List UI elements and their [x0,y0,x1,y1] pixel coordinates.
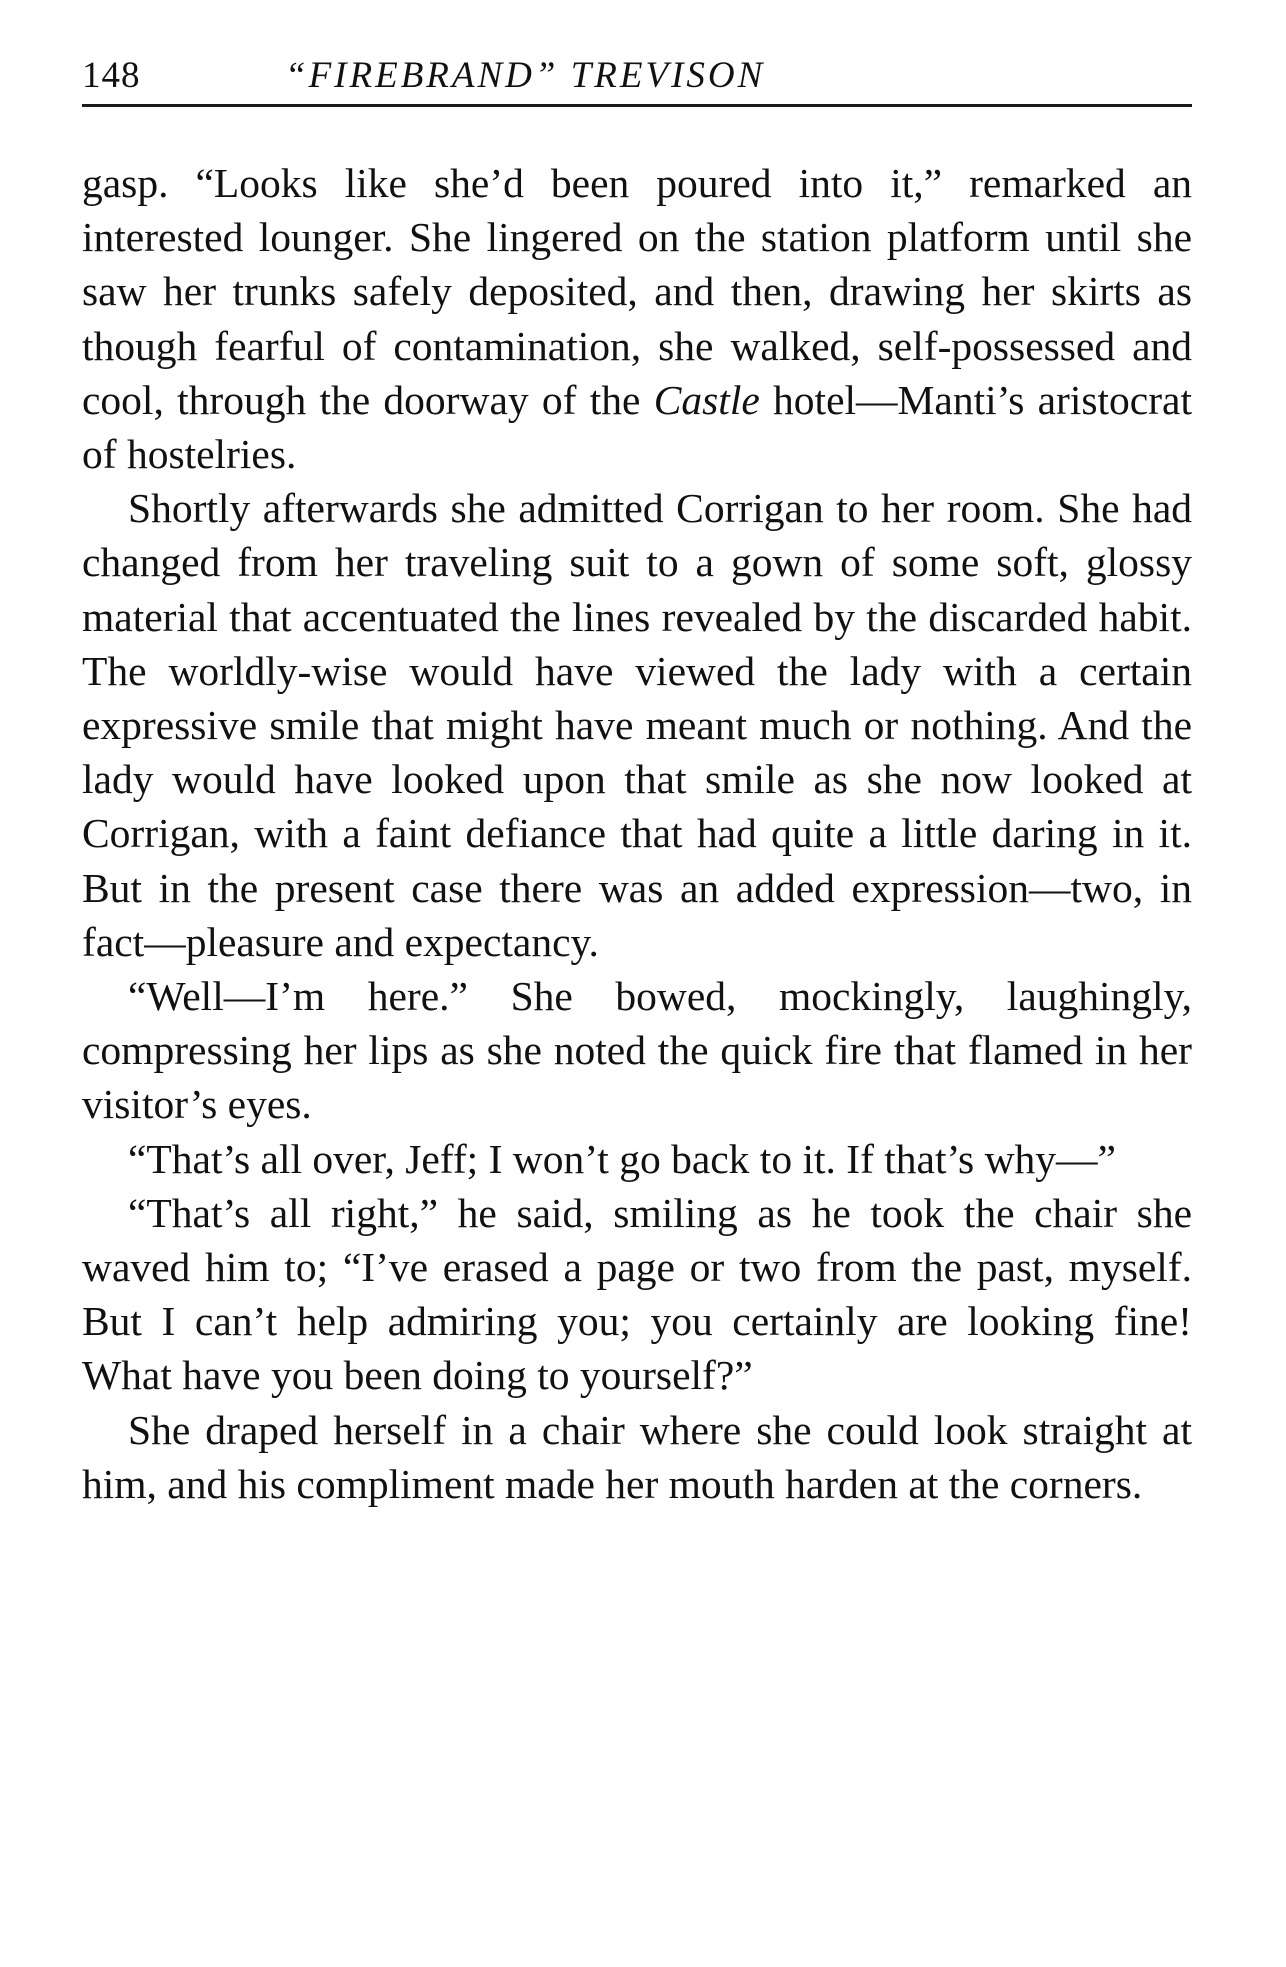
running-head [82,40,1192,110]
paragraph-2: Shortly afterwards she admitted Corrigan to her room. She had changed from her traveling suit to a gown of some soft, glossy material that accentuated the lines revealed by the discarded habit. The worldly-wise would have viewed the lady with a certain expressive smile that might have meant much or nothing. And the lady would have looked upon that smile as she now looked at Corrigan, with a faint defiance that had quite a little daring in it. But in the present case there was an added expression—two, in fact—pleasure and expectancy. [82,485,1192,965]
paragraph-1-text-end: hotel—Manti’s aristocrat of hostelries. [82,376,1192,478]
paragraph-4: “That’s all over, Jeff; I won’t go back to it. If that’s why—” [128,1135,1116,1182]
page-number: 148 [82,55,141,96]
paragraph-1 [82,156,1192,481]
paragraph-6: She draped herself in a chair where she could look straight at him, and his compliment made her mouth harden at the corners. [82,1406,1192,1507]
paragraph-1-text-start: gasp. “Looks like she’d been poured into it,” remarked an interested lounger. She lingered on the station platform until she saw her trunks safely deposited, and then, drawing her skirts as though fearful of contamination, she walked, self-possessed and cool, through the doorway of the [82,160,1192,423]
paragraph-3: “Well—I’m here.” She bowed, mockingly, laughingly, compressing her lips as she noted the quick fire that flamed in her visitor’s eyes. [82,973,1192,1128]
paragraph-5: “That’s all right,” he said, smiling as he took the chair she waved him to; “I’ve erased a page or two from the past, myself. But I can’t help admiring you; you certainly are looking fine! What have you been doing to yourself?” [82,1189,1192,1399]
book-page [82,40,1192,1511]
running-title: “FIREBRAND” TREVISON [285,55,766,96]
header-rule [82,104,1192,107]
hotel-name: Castle [653,376,760,423]
body-text [82,156,1192,1511]
